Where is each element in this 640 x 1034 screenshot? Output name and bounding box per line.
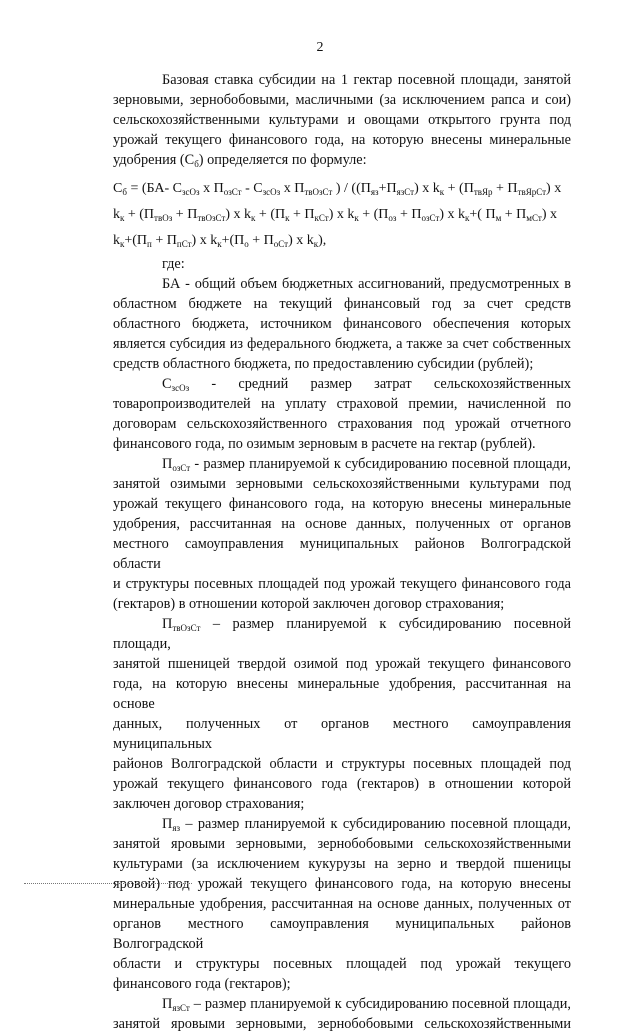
intro-line: урожай текущего финансового года, на которую внесены минеральные — [113, 132, 571, 148]
definition-p-yaz: $П_{яз}$ – размер планируемой к субсидированию посевной площади, занятой яровыми зерновыми, зернобобовыми сельскохозяйственными культурами (за исключением кукурузы на зерно и твердой пшеницы яровой) под урожай текущего финансового года, на которую внесены минеральные удобрения, рассчитанная на основе данных, полученных от органов местного самоуправления муниципальных районов Волгоградской области и структуры посевных площадей под урожай текущего финансового года (гектаров); — [113, 816, 571, 992]
formula-line: $k_к + (П_{твОз} + П_{твОзСт})$ х $k_к + (П_к + П_{кСт})$ х $k_к + (П_{оз} + П_{озСт})$ х $k_к+$( $П_м + П_{мСт}$) х — [113, 207, 557, 223]
definition-p-tvozst: $П_{твОзСт}$ – размер планируемой к субсидированию посевной площади, занятой пшеницей твердой озимой под урожай текущего финансового года, на которую внесены минеральные удобрения, рассчитанная на основе данных, полученных от органов местного самоуправления муниципальных районов Волгоградской области и структуры посевных площадей под урожай текущего финансового года (гектаров) в отношении которой заключен договор страхования; — [113, 616, 571, 812]
definition-p-yazst: $П_{язСт}$ – размер планируемой к субсидированию посевной площади, занятой яровыми зерновыми, зернобобовыми сельскохозяйственными — [113, 996, 571, 1032]
definition-ba: БА - общий объем бюджетных ассигнований, предусмотренных в областном бюджете на текущий финансовый год за счет средств областного бюджета, источником финансового обеспечения которых является субсидия из федерального бюджета, а также за счет собственных средств областного бюджета, по предоставлению субсидии (рублей); — [113, 276, 571, 372]
intro-line: Базовая ставка субсидии на 1 гектар посевной площади, занятой — [162, 72, 571, 88]
formula — [113, 176, 571, 254]
where-label: где: — [162, 256, 185, 272]
formula-line: $С_б = (БА-$ $С_{зсОз}$ х $П_{озСт} - С_{зсОз}$ х $П_{твОзСт}$ ) / ($(П_{яз}+П_{язСт})$ х $k_к + (П_{твЯр} + П_{твЯрСт})$ х — [113, 181, 562, 197]
page-number: 2 — [316, 40, 324, 55]
formula-line: $k_к+(П_п + П_{пСт})$ х $k_к+(П_о + П_{оСт})$ х $k_к$), — [113, 233, 327, 249]
intro-line: удобрения $(С_б)$ определяется по формуле: — [113, 152, 367, 169]
intro-line: сельскохозяйственными культурами и овощами открытого грунта под — [113, 112, 571, 128]
intro-line: зерновыми, зернобобовыми, масличными (за исключением рапса и сои) — [113, 92, 571, 108]
definitions-list — [113, 254, 571, 1034]
definition-c-zsoz: $С_{зсОз}$ - средний размер затрат сельскохозяйственных товаропроизводителей на уплату страховой премии, начисленной по договорам сельскохозяйственного страхования под урожай отчетного финансового года, по озимым зерновым в расчете на гектар (рублей). — [113, 376, 571, 452]
definition-p-ozst: $П_{озСт}$ - размер планируемой к субсидированию посевной площади, занятой озимыми зерновыми сельскохозяйственными культурами под урожай текущего финансового года, на которую внесены минеральные удобрения, рассчитанная на основе данных, полученных от органов местного самоуправления муниципальных районов Волгоградской области и структуры посевных площадей под урожай текущего финансового года (гектаров) в отношении которой заключен договор страхования; — [113, 456, 571, 612]
footnote-separator — [24, 883, 192, 884]
intro-paragraph — [113, 70, 571, 170]
